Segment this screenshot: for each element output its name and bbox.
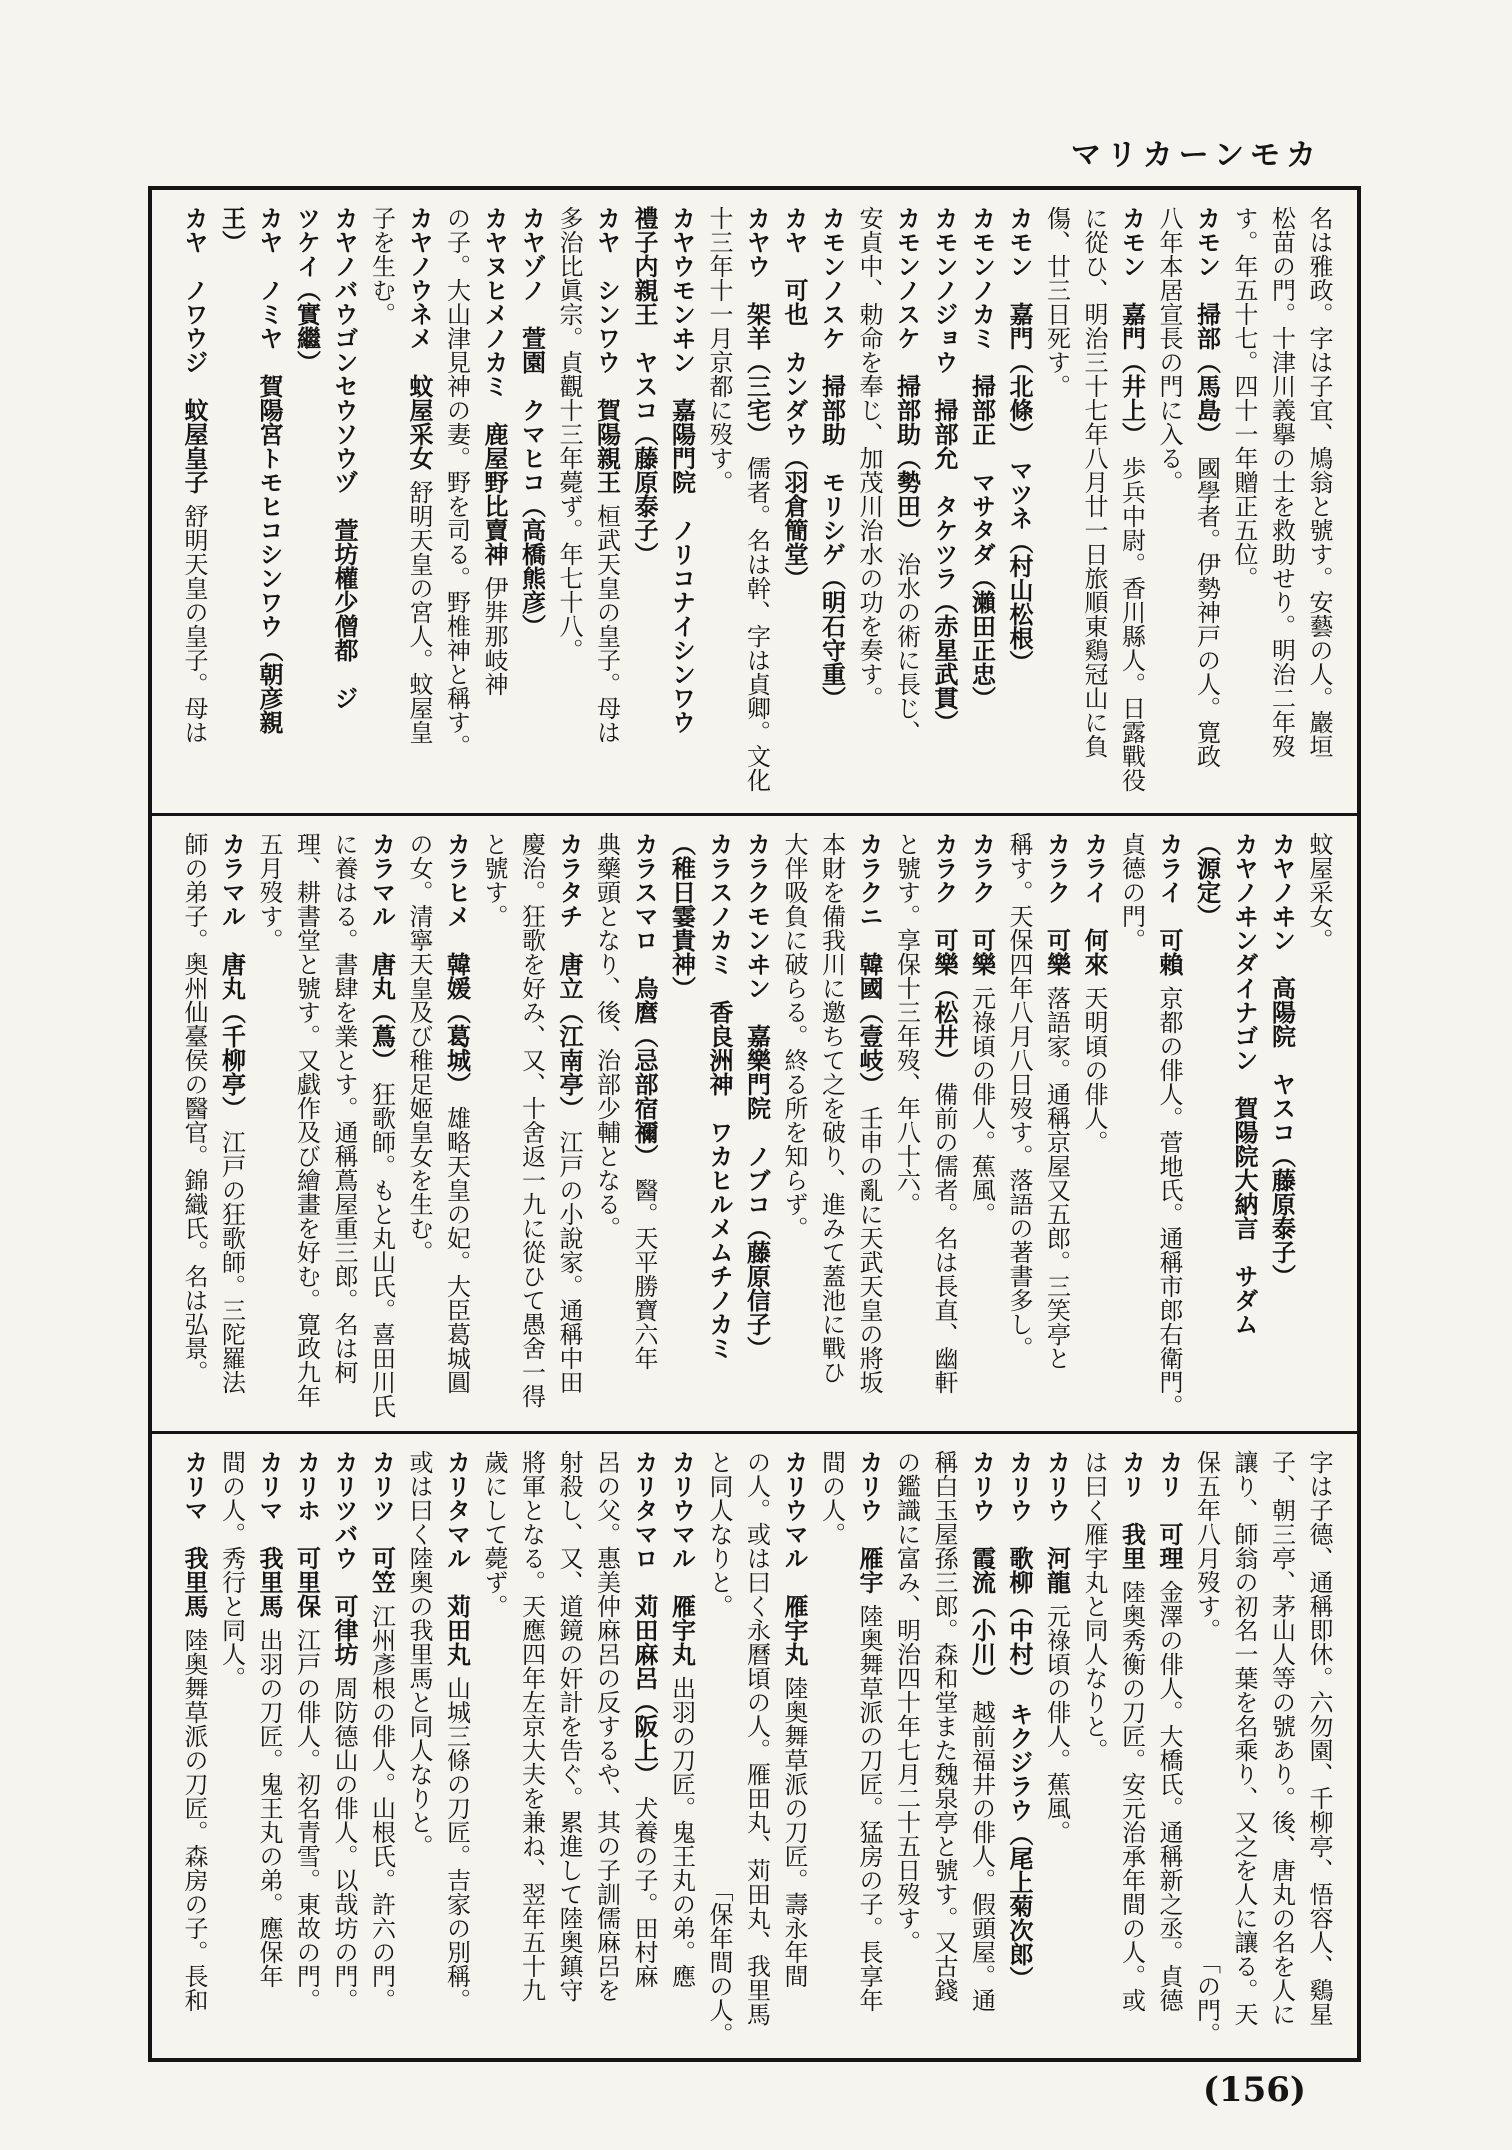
entry-text: 貞德の門。 — [1117, 832, 1146, 952]
entry-headword: カラク 可樂 — [1042, 832, 1071, 976]
entry-text: 天明頃の俳人。 — [1080, 986, 1108, 1154]
entry-text: 子を生む。 — [367, 206, 396, 326]
entry-text: に養はる。書肆を業とす。通稱蔦屋重三郎。名は柯 — [330, 832, 358, 1384]
text-column — [887, 832, 925, 1428]
tier-2-columns — [174, 832, 1337, 1428]
text-column — [175, 1450, 213, 2046]
entry-text: 蚊屋采女。 — [1305, 832, 1333, 952]
text-column — [850, 206, 888, 802]
tier-3-columns — [174, 1450, 1337, 2046]
entry-text: 安貞中、勅命を奉じ、加茂川治水の功を奏す。 — [855, 206, 883, 710]
text-column — [775, 206, 813, 802]
text-column — [700, 206, 738, 802]
text-column — [400, 1450, 438, 2046]
entry-text: 儒者。名は幹、字は貞卿。文化 — [742, 456, 771, 792]
entry-text: 陸奥舞草派の刀匠。壽永年間 — [780, 1676, 808, 1988]
text-column — [1225, 1450, 1263, 2046]
entry-text: 越前福井の俳人。假頭屋。通 — [967, 1700, 996, 2012]
entry-headword: カモン 掃部（馬島） — [1192, 206, 1221, 446]
entry-headword: カモンノスケ 掃部助（勢田） — [892, 206, 921, 542]
text-column — [775, 1450, 813, 2046]
entry-text: 江戸の狂歌師。三陀羅法 — [217, 1130, 246, 1394]
entry-headword: カヤゾノ 萱園 クマヒコ（高橋熊彦） — [517, 206, 546, 638]
entry-text: 犬養の子。田村麻 — [630, 1796, 658, 1988]
text-column — [812, 1450, 850, 2046]
entry-text: 歩兵中尉。香川縣人。日露戰役 — [1117, 456, 1146, 792]
entry-text: 江戸の俳人。初名青雪。東故の門。 — [292, 1628, 321, 2012]
entry-text: 典藥頭となり、後、治部少輔となる。 — [592, 832, 621, 1240]
text-column — [962, 832, 1000, 1428]
entry-headword: カヤ 可也 カンダウ（羽倉簡堂） — [780, 206, 808, 590]
text-column — [250, 832, 288, 1428]
text-column — [662, 206, 700, 802]
text-column — [550, 206, 588, 802]
text-column — [212, 1450, 250, 2046]
entry-text: 元祿頃の俳人。蕉風。 — [967, 986, 996, 1226]
text-column — [1187, 832, 1225, 1428]
entry-text: 八年本居宣長の門に入る。 — [1155, 206, 1183, 494]
entry-text: す。年五十七。四十一年贈正五位。 — [1230, 206, 1258, 590]
text-column — [1000, 1450, 1038, 2046]
entry-text: 備前の儒者。名は長直、幽軒 — [930, 1082, 958, 1394]
entry-headword: カリウ 歌柳（中村） キクジラウ（尾上菊次郎） — [1005, 1450, 1033, 1990]
text-column — [175, 832, 213, 1428]
text-column — [1075, 1450, 1113, 2046]
entry-headword: （源定） — [1192, 832, 1221, 928]
text-column — [1262, 832, 1300, 1428]
entry-headword: カラマル 唐丸（千柳亭） — [217, 832, 246, 1120]
entry-headword: カヤ ノミヤ 賀陽宮トモヒコシンワウ（朝彦親 — [255, 206, 283, 734]
entry-text: 舒明天皇の宮人。蚊屋皇 — [405, 480, 433, 744]
entry-text: 名は雅政。字は子宜、鳩翁と號す。安藝の人。巖垣 — [1305, 206, 1333, 758]
text-column — [1075, 206, 1113, 802]
tier-1 — [152, 190, 1357, 813]
entry-headword: カリウマル 雁宇丸 — [667, 1450, 696, 1666]
text-column — [175, 206, 213, 802]
text-column — [400, 206, 438, 802]
entry-headword: カヤノウネメ 蚊屋采女 — [405, 206, 433, 470]
text-column — [850, 1450, 888, 2046]
entry-headword: カラマル 唐丸（蔦） — [367, 832, 396, 1072]
entry-text: 間の人。秀行と同人。 — [217, 1450, 246, 1690]
entry-text: 五月歿す。 — [255, 832, 283, 952]
text-column — [1075, 832, 1113, 1428]
text-column — [812, 206, 850, 802]
text-column — [1112, 206, 1150, 802]
text-column — [1300, 206, 1338, 802]
text-column — [1187, 1450, 1225, 2046]
entry-headword: カラヒメ 韓媛（葛城） — [442, 832, 471, 1096]
text-column — [925, 206, 963, 802]
tier-2 — [152, 816, 1357, 1431]
entry-headword: カヤ ノワウジ 蚊屋皇子 — [180, 206, 208, 494]
entry-text: 金澤の俳人。大橋氏。通稱新之丞。貞德 — [1155, 1580, 1183, 2012]
entry-headword: カリマ 我里馬 — [180, 1450, 208, 1618]
entry-headword: カリウ 河龍 — [1042, 1450, 1071, 1594]
text-column — [250, 1450, 288, 2046]
continuation-text: 「の門。 — [1192, 1950, 1221, 2046]
entry-text: 將軍となる。天應四年左京大夫を兼ね、翌年五十九 — [517, 1450, 546, 2002]
text-column — [475, 206, 513, 802]
entry-headword: ツケイ（實繼） — [292, 206, 321, 374]
entry-headword: カラクニ 韓國（壹岐） — [855, 832, 883, 1096]
entry-text: 稱す。天保四年八月八日歿す。落語の著書多し。 — [1005, 832, 1033, 1360]
entry-headword: カリウ 雁宇 — [855, 1450, 883, 1594]
entry-text: 舒明天皇の皇子。母は — [180, 504, 208, 744]
entry-text: 射殺し、又、道鏡の奸計を告ぐ。累進して陸奥鎮守 — [555, 1450, 583, 2002]
text-column — [287, 206, 325, 802]
entry-headword: カラタチ 唐立（江南亭） — [555, 832, 583, 1120]
text-column — [287, 1450, 325, 2046]
text-column — [625, 832, 663, 1428]
entry-text: 慶治。狂歌を好み、又、十舍返一九に從ひて愚舍一得 — [517, 832, 546, 1408]
entry-text: 陸奥舞草派の刀匠。森房の子。長和 — [180, 1628, 208, 2012]
entry-headword: カラク 可樂 — [967, 832, 996, 976]
entry-headword: カヤヌヒメノカミ 鹿屋野比賣神 — [480, 206, 508, 566]
entry-text: 保五年八月歿す。 — [1192, 1450, 1221, 1642]
entry-text: 出羽の刀匠。鬼王丸の弟。應保年 — [255, 1628, 283, 1988]
tier-1-columns — [174, 206, 1337, 802]
entry-text: 治水の術に長じ、 — [892, 552, 921, 744]
entry-headword: 禮子内親王 ヤスコ（藤原泰子） — [630, 206, 658, 566]
text-column — [587, 206, 625, 802]
entry-text: 間の人。 — [817, 1450, 846, 1546]
entry-text: と號す。享保十三年歿、年八十六。 — [892, 832, 921, 1216]
text-column — [812, 832, 850, 1428]
text-column — [250, 206, 288, 802]
entry-text: 京都の俳人。菅地氏。通稱市郎右衛門。 — [1155, 986, 1183, 1418]
entry-headword: カヤ シンワウ 賀陽親王 — [592, 206, 621, 494]
entry-headword: カリツバウ 可律坊 — [330, 1450, 358, 1666]
entry-text: に從ひ、明治三十七年八月廿一日旅順東鷄冠山に負 — [1080, 206, 1108, 758]
entry-text: 落語家。通稱京屋又五郎。三笑亭と — [1042, 986, 1071, 1370]
entry-text: 十三年十一月京都に歿す。 — [705, 206, 733, 494]
entry-text: 山城三條の刀匠。吉家の別稱。 — [442, 1676, 471, 2012]
entry-text: の人。或は曰く永曆頃の人。雁田丸、苅田丸、我里馬 — [742, 1450, 771, 2026]
text-column — [1187, 206, 1225, 802]
text-column — [1037, 1450, 1075, 2046]
text-column — [587, 832, 625, 1428]
entry-text: 字は子德、通稱即休。六勿園、千柳亭、悟容人、鷄星 — [1305, 1450, 1333, 2026]
text-column — [1000, 832, 1038, 1428]
text-column — [625, 206, 663, 802]
text-column — [362, 832, 400, 1428]
text-column — [737, 206, 775, 802]
entry-text: の子。大山津見神の妻。野を司る。野椎神と稱す。 — [442, 206, 471, 758]
page-number: (156) — [1202, 2070, 1306, 2110]
entry-text: 江戸の小說家。通稱中田 — [555, 1130, 583, 1394]
entry-text: と同人なりと。 — [705, 1450, 733, 1618]
entry-headword: カラク 可樂（松井） — [930, 832, 958, 1072]
text-column — [962, 1450, 1000, 2046]
entry-text: 雄略天皇の妃。大臣葛城圓 — [442, 1106, 471, 1394]
entry-headword: カリタマロ 苅田麻呂（阪上） — [630, 1450, 658, 1786]
entry-text: 周防德山の俳人。以哉坊の門。 — [330, 1676, 358, 2012]
text-column — [325, 206, 363, 802]
text-column — [1150, 206, 1188, 802]
text-column — [475, 1450, 513, 2046]
text-column — [475, 832, 513, 1428]
entry-headword: カラクモンヰン 嘉樂門院 ノブコ（藤原信子） — [742, 832, 771, 1360]
text-column — [962, 206, 1000, 802]
entry-headword: カモンノスケ 掃部助 モリシゲ（明石守重） — [817, 206, 846, 710]
entry-headword: カヤノヰン 高陽院 ヤスコ（藤原泰子） — [1267, 832, 1296, 1288]
entry-text: 多治比眞宗。貞觀十三年薨ず。年七十八。 — [555, 206, 583, 662]
entry-text: 或は曰く陸奥の我里馬と同人なりと。 — [405, 1450, 433, 1858]
text-column — [625, 1450, 663, 2046]
entry-text: の鑑識に富み、明治四十年七月二十五日歿す。 — [892, 1450, 921, 1954]
text-column — [1037, 832, 1075, 1428]
text-column — [887, 1450, 925, 2046]
entry-text: 壬申の亂に天武天皇の將坂 — [855, 1106, 883, 1394]
text-column — [925, 832, 963, 1428]
entry-headword: カヤウモンヰン 嘉陽門院 ノリコナイシンワウ — [667, 206, 696, 734]
entry-text: 松苗の門。十津川義擧の士を救助せり。明治二年歿 — [1267, 206, 1296, 758]
entry-text: 子、朝三亭、茅山人等の號あり。後、唐丸の名を人に — [1267, 1450, 1296, 2026]
text-column — [437, 1450, 475, 2046]
text-column — [587, 1450, 625, 2046]
entry-text: 醫。天平勝寶六年 — [630, 1178, 658, 1370]
text-column — [775, 832, 813, 1428]
text-column — [325, 1450, 363, 2046]
entry-headword: カリホ 可里保 — [292, 1450, 321, 1618]
entry-headword: カラスマロ 烏麿（忌部宿禰） — [630, 832, 658, 1168]
entry-headword: カモンノジョウ 掃部允 タケツラ（赤星武貫） — [930, 206, 958, 734]
page-frame — [148, 186, 1361, 2062]
text-column — [437, 832, 475, 1428]
entry-text: 歲にして薨ず。 — [480, 1450, 508, 1618]
text-column — [512, 832, 550, 1428]
entry-headword: カモン 嘉門（井上） — [1117, 206, 1146, 446]
entry-text: 出羽の刀匠。鬼王丸の弟。應 — [667, 1676, 696, 1988]
text-column — [1262, 1450, 1300, 2046]
entry-headword: カリ 可理 — [1155, 1450, 1183, 1570]
entry-headword: カラスノカミ 香良洲神 ワカヒルメムチノカミ — [705, 832, 733, 1360]
text-column — [1225, 206, 1263, 802]
entry-text: 國學者。伊勢神戸の人。寛政 — [1192, 456, 1221, 768]
entry-headword: カヤウ 架羊（三宅） — [742, 206, 771, 446]
entry-headword: カリツ 可笠 — [367, 1450, 396, 1594]
entry-headword: 王） — [217, 206, 246, 254]
text-column — [1150, 832, 1188, 1428]
entry-text: 本財を備我川に邀ちて之を破り、進みて蓋池に戰ひ — [817, 832, 846, 1384]
text-column — [1262, 206, 1300, 802]
text-column — [212, 206, 250, 802]
entry-text: 師の弟子。奥州仙臺侯の醫官。錦織氏。名は弘景。 — [180, 832, 208, 1384]
text-column — [700, 1450, 738, 2046]
text-column — [1037, 206, 1075, 802]
entry-text: の女。清寧天皇及び稚足姬皇女を生む。 — [405, 832, 433, 1264]
entry-headword: カリマ 我里馬 — [255, 1450, 283, 1618]
text-column — [512, 1450, 550, 2046]
text-column — [1225, 832, 1263, 1428]
entry-text: 稱白玉屋孫三郎。森和堂また魏泉亭と號す。又古錢 — [930, 1450, 958, 2002]
text-column — [512, 206, 550, 802]
entry-text: と號す。 — [480, 832, 508, 928]
entry-headword: カリタマル 苅田丸 — [442, 1450, 471, 1666]
text-column — [550, 832, 588, 1428]
text-column — [437, 206, 475, 802]
entry-headword: カリウ 霞流（小川） — [967, 1450, 996, 1690]
entry-text: 讓り、師翁の初名一葉を名乘り、又之を人に讓る。天 — [1230, 1450, 1258, 2026]
entry-text: 桓武天皇の皇子。母は — [592, 504, 621, 744]
text-column — [737, 1450, 775, 2046]
entry-text: 伊弉那岐神 — [480, 576, 508, 696]
text-column — [850, 832, 888, 1428]
entry-text: 江州彥根の俳人。山根氏。許六の門。 — [367, 1604, 396, 2012]
running-head: マリカーンモカ — [1070, 138, 1322, 173]
entry-headword: カモン 嘉門（北條） マツネ（村山松根） — [1005, 206, 1033, 674]
text-column — [887, 206, 925, 802]
entry-headword: （稚日霎貴神） — [667, 832, 696, 1000]
entry-text: 呂の父。惠美仲麻呂の反するや、其の子訓儒麻呂を — [592, 1450, 621, 2002]
text-column — [212, 832, 250, 1428]
entry-headword: カリウマル 雁宇丸 — [780, 1450, 808, 1666]
entry-text: 陸奥舞草派の刀匠。猛房の子。長享年 — [855, 1604, 883, 2012]
text-column — [662, 832, 700, 1428]
entry-text: 陸奥秀衡の刀匠。安元治承年間の人。或 — [1117, 1580, 1146, 2012]
entry-headword: カヤノバウゴンセウソウヅ 萱坊權少僧都 ジ — [330, 206, 358, 710]
text-column — [1000, 206, 1038, 802]
text-column — [362, 1450, 400, 2046]
entry-headword: カライ 可賴 — [1155, 832, 1183, 976]
text-column — [1300, 832, 1338, 1428]
text-column — [662, 1450, 700, 2046]
tier-3 — [152, 1434, 1357, 2058]
text-column — [325, 832, 363, 1428]
text-column — [287, 832, 325, 1428]
entry-text: 大伴吸負に破らる。終る所を知らず。 — [780, 832, 808, 1240]
text-column — [400, 832, 438, 1428]
entry-text: 傷、廿三日死す。 — [1042, 206, 1071, 398]
text-column — [1112, 832, 1150, 1428]
entry-headword: カリ 我里 — [1117, 1450, 1146, 1570]
entry-headword: カライ 何來 — [1080, 832, 1108, 976]
text-column — [737, 832, 775, 1428]
text-column — [1112, 1450, 1150, 2046]
entry-text: 理、耕書堂と號す。又戯作及び繪畫を好む。寛政九年 — [292, 832, 321, 1408]
text-column — [700, 832, 738, 1428]
text-column — [1300, 1450, 1338, 2046]
entry-headword: カモンノカミ 掃部正 マサタダ（瀨田正忠） — [967, 206, 996, 710]
text-column — [1150, 1450, 1188, 2046]
entry-headword: カヤノヰンダイナゴン 賀陽院大納言 サダム — [1230, 832, 1258, 1336]
entry-text: は曰く雁宇丸と同人なりと。 — [1080, 1450, 1108, 1762]
text-column — [925, 1450, 963, 2046]
entry-text: 元祿頃の俳人。蕉風。 — [1042, 1604, 1071, 1844]
text-column — [550, 1450, 588, 2046]
continuation-text: 「保年間の人。 — [705, 1878, 733, 2046]
entry-text: 狂歌師。もと丸山氏。喜田川氏 — [367, 1082, 396, 1418]
text-column — [362, 206, 400, 802]
